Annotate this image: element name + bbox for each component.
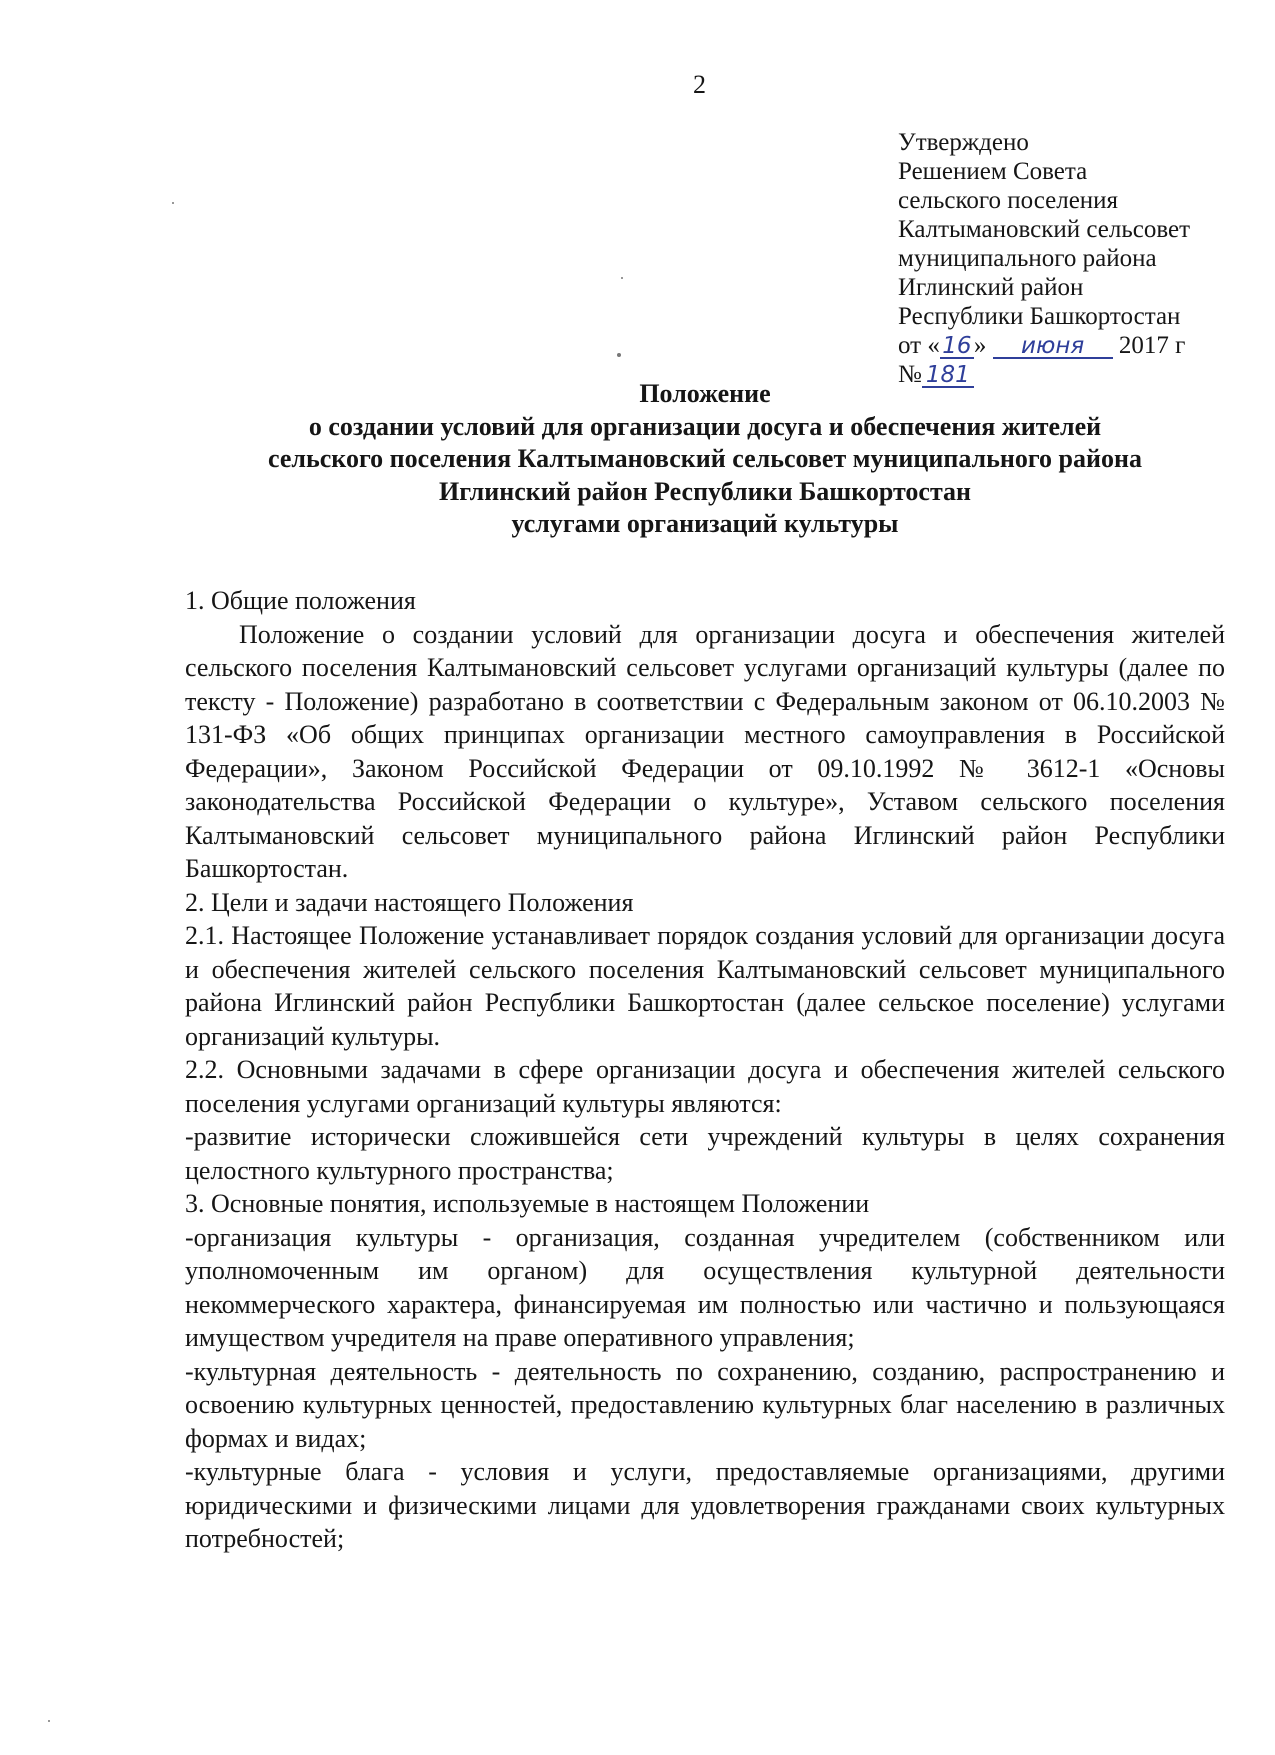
list-item: -культурная деятельность - деятельность по сохранению, созданию, распространению и освоению культурных ценностей, предоставлению культурных благ населению в различных формах и видах; <box>185 1356 1225 1453</box>
title-line: сельского поселения Калтымановский сельсовет муниципального района <box>268 444 1142 473</box>
approval-line: сельского поселения <box>898 187 1119 214</box>
page-number: 2 <box>693 70 706 99</box>
scan-speck <box>617 353 621 357</box>
scan-speck <box>172 202 174 204</box>
list-item: -культурные блага - условия и услуги, предоставляемые организациями, другими юридическими и физическими лицами для удовлетворения гражданами своих культурных потребностей; <box>185 1457 1225 1553</box>
scan-speck <box>48 1720 50 1722</box>
approval-date-line <box>898 331 1228 360</box>
title-line: услугами организаций культуры <box>511 509 899 538</box>
date-year: 2017 г <box>1118 332 1186 359</box>
approval-block <box>898 128 1228 389</box>
title-line: о создании условий для организации досуга и обеспечения жителей <box>308 411 1102 441</box>
approval-line: муниципального района <box>898 245 1157 272</box>
section-heading: 3. Основные понятия, используемые в настоящем Положении <box>185 1189 870 1218</box>
title-line: Положение <box>639 379 771 408</box>
approval-line: Решением Совета <box>898 158 1088 185</box>
document-title <box>170 378 1240 541</box>
title-line: Иглинский район Республики Башкортостан <box>438 476 972 506</box>
list-item: -развитие исторически сложившейся сети учреждений культуры в целях сохранения целостного культурного пространства; <box>185 1122 1225 1185</box>
list-item: -организация культуры - организация, созданная учредителем (собственником или уполномоченным им органом) для осуществления культурной деятельности некоммерческого характера, финансируемая им полностью или частично и пользующаяся имуществом учредителя на праве оперативного управления; <box>185 1222 1225 1352</box>
approval-line: Иглинский район <box>898 274 1084 301</box>
handwritten-day: 16 <box>940 335 974 359</box>
document-body <box>185 584 1225 1556</box>
section-heading: 2. Цели и задачи настоящего Положения <box>185 887 634 917</box>
paragraph: 2.2. Основными задачами в сфере организации досуга и обеспечения жителей сельского поселения услугами организаций культуры являются: <box>185 1055 1225 1118</box>
number-prefix: № <box>898 361 922 388</box>
approval-line: Республики Башкортостан <box>898 303 1181 330</box>
scan-speck <box>621 277 623 279</box>
approval-line: Калтымановский сельсовет <box>898 216 1191 243</box>
handwritten-number: 181 <box>922 364 974 388</box>
paragraph: 2.1. Настоящее Положение устанавливает порядок создания условий для организации досуга и обеспечения жителей сельского поселения Калтымановский сельсовет муниципального района Иглинский район Республики Башкортостан (далее сельское поселение) услугами организаций культуры. <box>185 921 1225 1051</box>
paragraph: Положение о создании условий для организации досуга и обеспечения жителей сельского поселения Калтымановский сельсовет услугами организаций культуры (далее по тексту - Положение) разработано в соответствии с Федеральным законом от 06.10.2003 № 131-ФЗ «Об общих принципах организации местного самоуправления в Российской Федерации», Законом Российской Федерации от 09.10.1992 № 3612-1 «Основы законодательства Российской Федерации о культуре», Уставом сельского поселения Калтымановский сельсовет муниципального района Иглинский район Республики Башкортостан. <box>185 619 1225 883</box>
section-heading: 1. Общие положения <box>185 586 416 615</box>
approval-line: Утверждено <box>898 129 1029 156</box>
handwritten-month: июня <box>993 335 1113 359</box>
date-prefix: от « <box>898 332 940 359</box>
date-quote: » <box>973 332 987 359</box>
